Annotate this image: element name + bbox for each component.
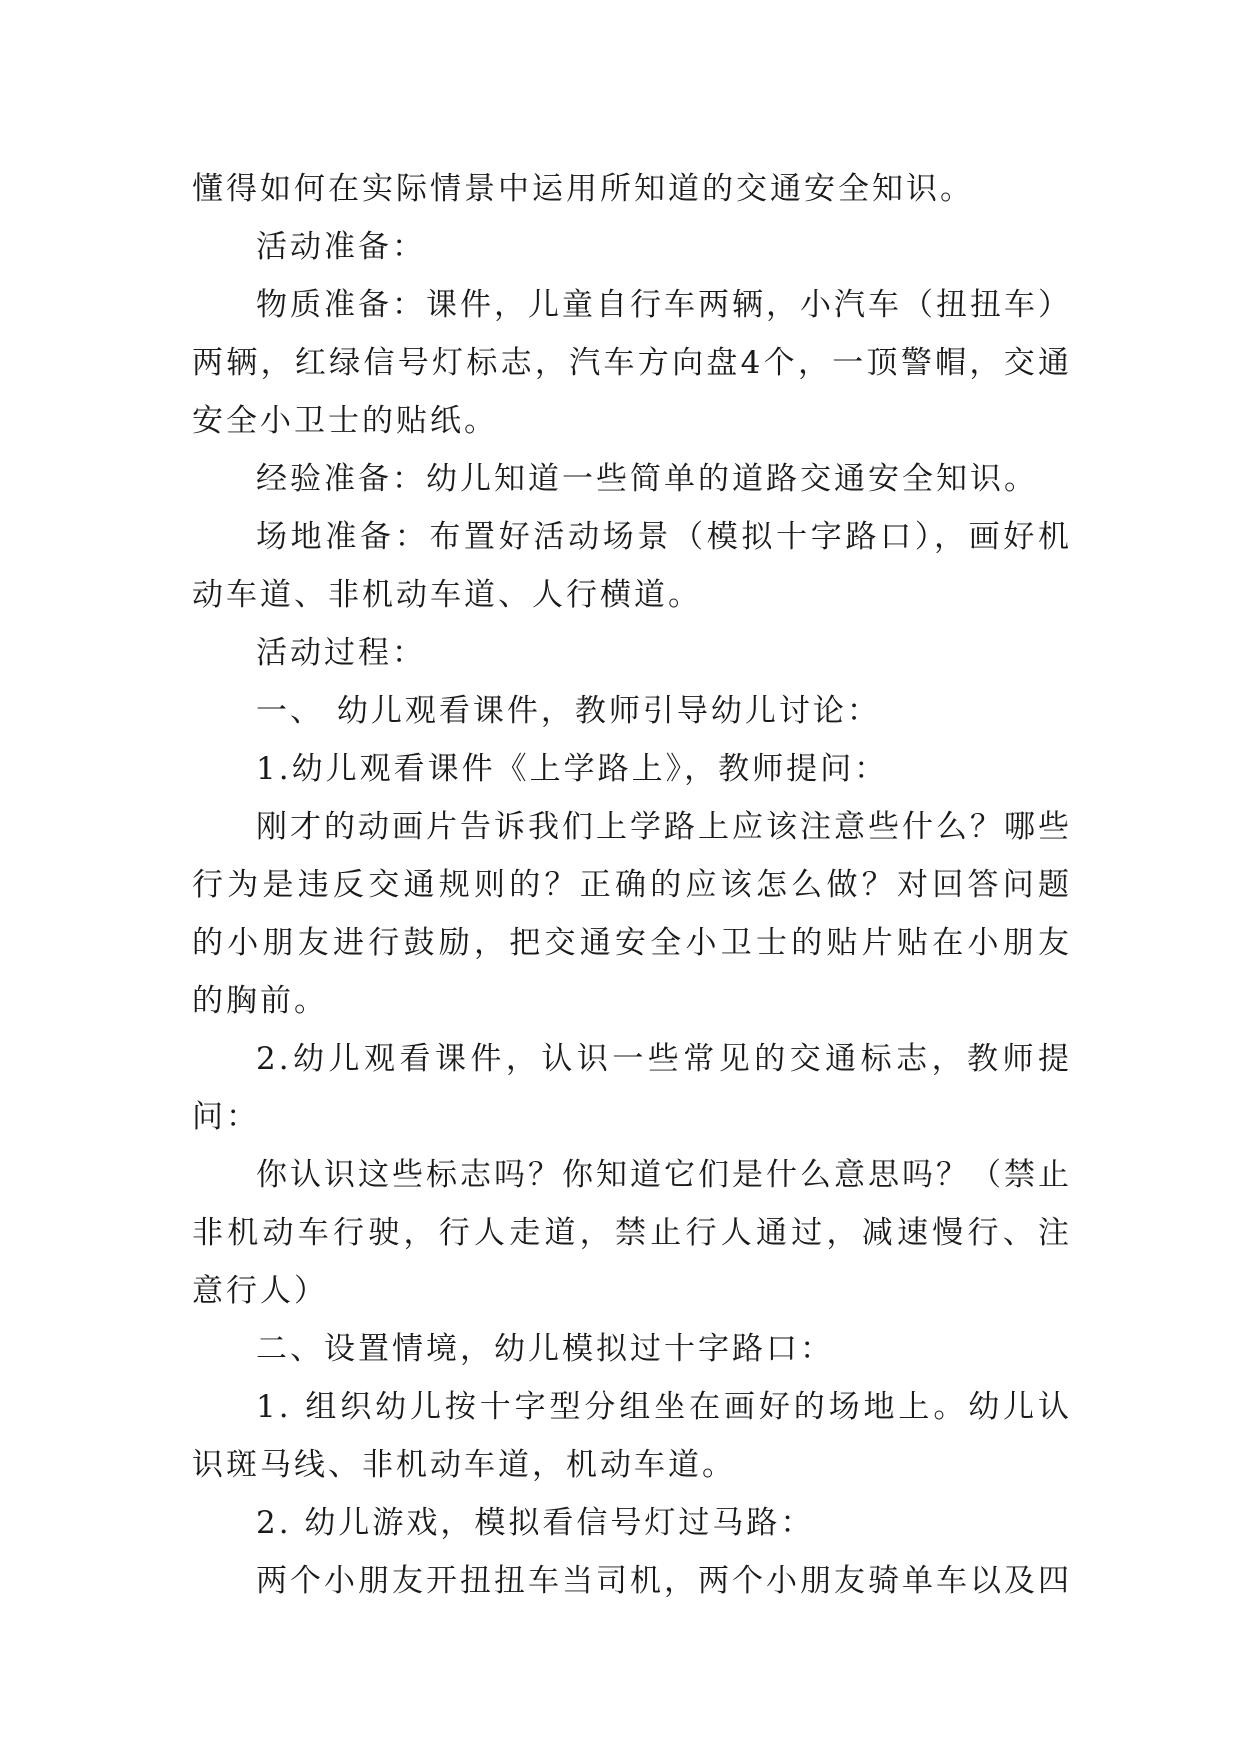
paragraph: 懂得如何在实际情景中运用所知道的交通安全知识。: [192, 171, 974, 207]
paragraph: 活动准备：: [256, 229, 426, 265]
paragraph: 刚才的动画片告诉我们上学路上应该注意些什么？哪些行为是违反交通规则的？正确的应该怎么做？对回答问题的小朋友进行鼓励，把交通安全小卫士的贴片贴在小朋友的胸前。: [192, 809, 1072, 1019]
paragraph: 场地准备：布置好活动场景（模拟十字路口），画好机动车道、非机动车道、人行横道。: [192, 519, 1072, 613]
paragraph: 你认识这些标志吗？你知道它们是什么意思吗？（禁止非机动车行驶，行人走道，禁止行人通过，减速慢行、注意行人）: [192, 1157, 1072, 1309]
paragraph: 1. 组织幼儿按十字型分组坐在画好的场地上。幼儿认识斑马线、非机动车道，机动车道。: [192, 1389, 1072, 1483]
paragraph: 物质准备：课件，儿童自行车两辆，小汽车（扭扭车）两辆，红绿信号灯标志，汽车方向盘4个，一顶警帽，交通安全小卫士的贴纸。: [192, 287, 1072, 439]
paragraph: 活动过程：: [256, 635, 426, 671]
paragraph: 2.幼儿观看课件，认识一些常见的交通标志，教师提问：: [192, 1041, 1072, 1135]
paragraph: 一、 幼儿观看课件，教师引导幼儿讨论：: [256, 693, 881, 729]
paragraph: 经验准备：幼儿知道一些简单的道路交通安全知识。: [256, 461, 1038, 497]
paragraph: 1.幼儿观看课件《上学路上》，教师提问：: [256, 751, 889, 787]
paragraph: 二、设置情境，幼儿模拟过十字路口：: [256, 1331, 834, 1367]
body-text: [192, 160, 1072, 1610]
paragraph: 2. 幼儿游戏，模拟看信号灯过马路：: [256, 1505, 815, 1541]
paragraph: 两个小朋友开扭扭车当司机，两个小朋友骑单车以及四: [256, 1563, 1072, 1599]
